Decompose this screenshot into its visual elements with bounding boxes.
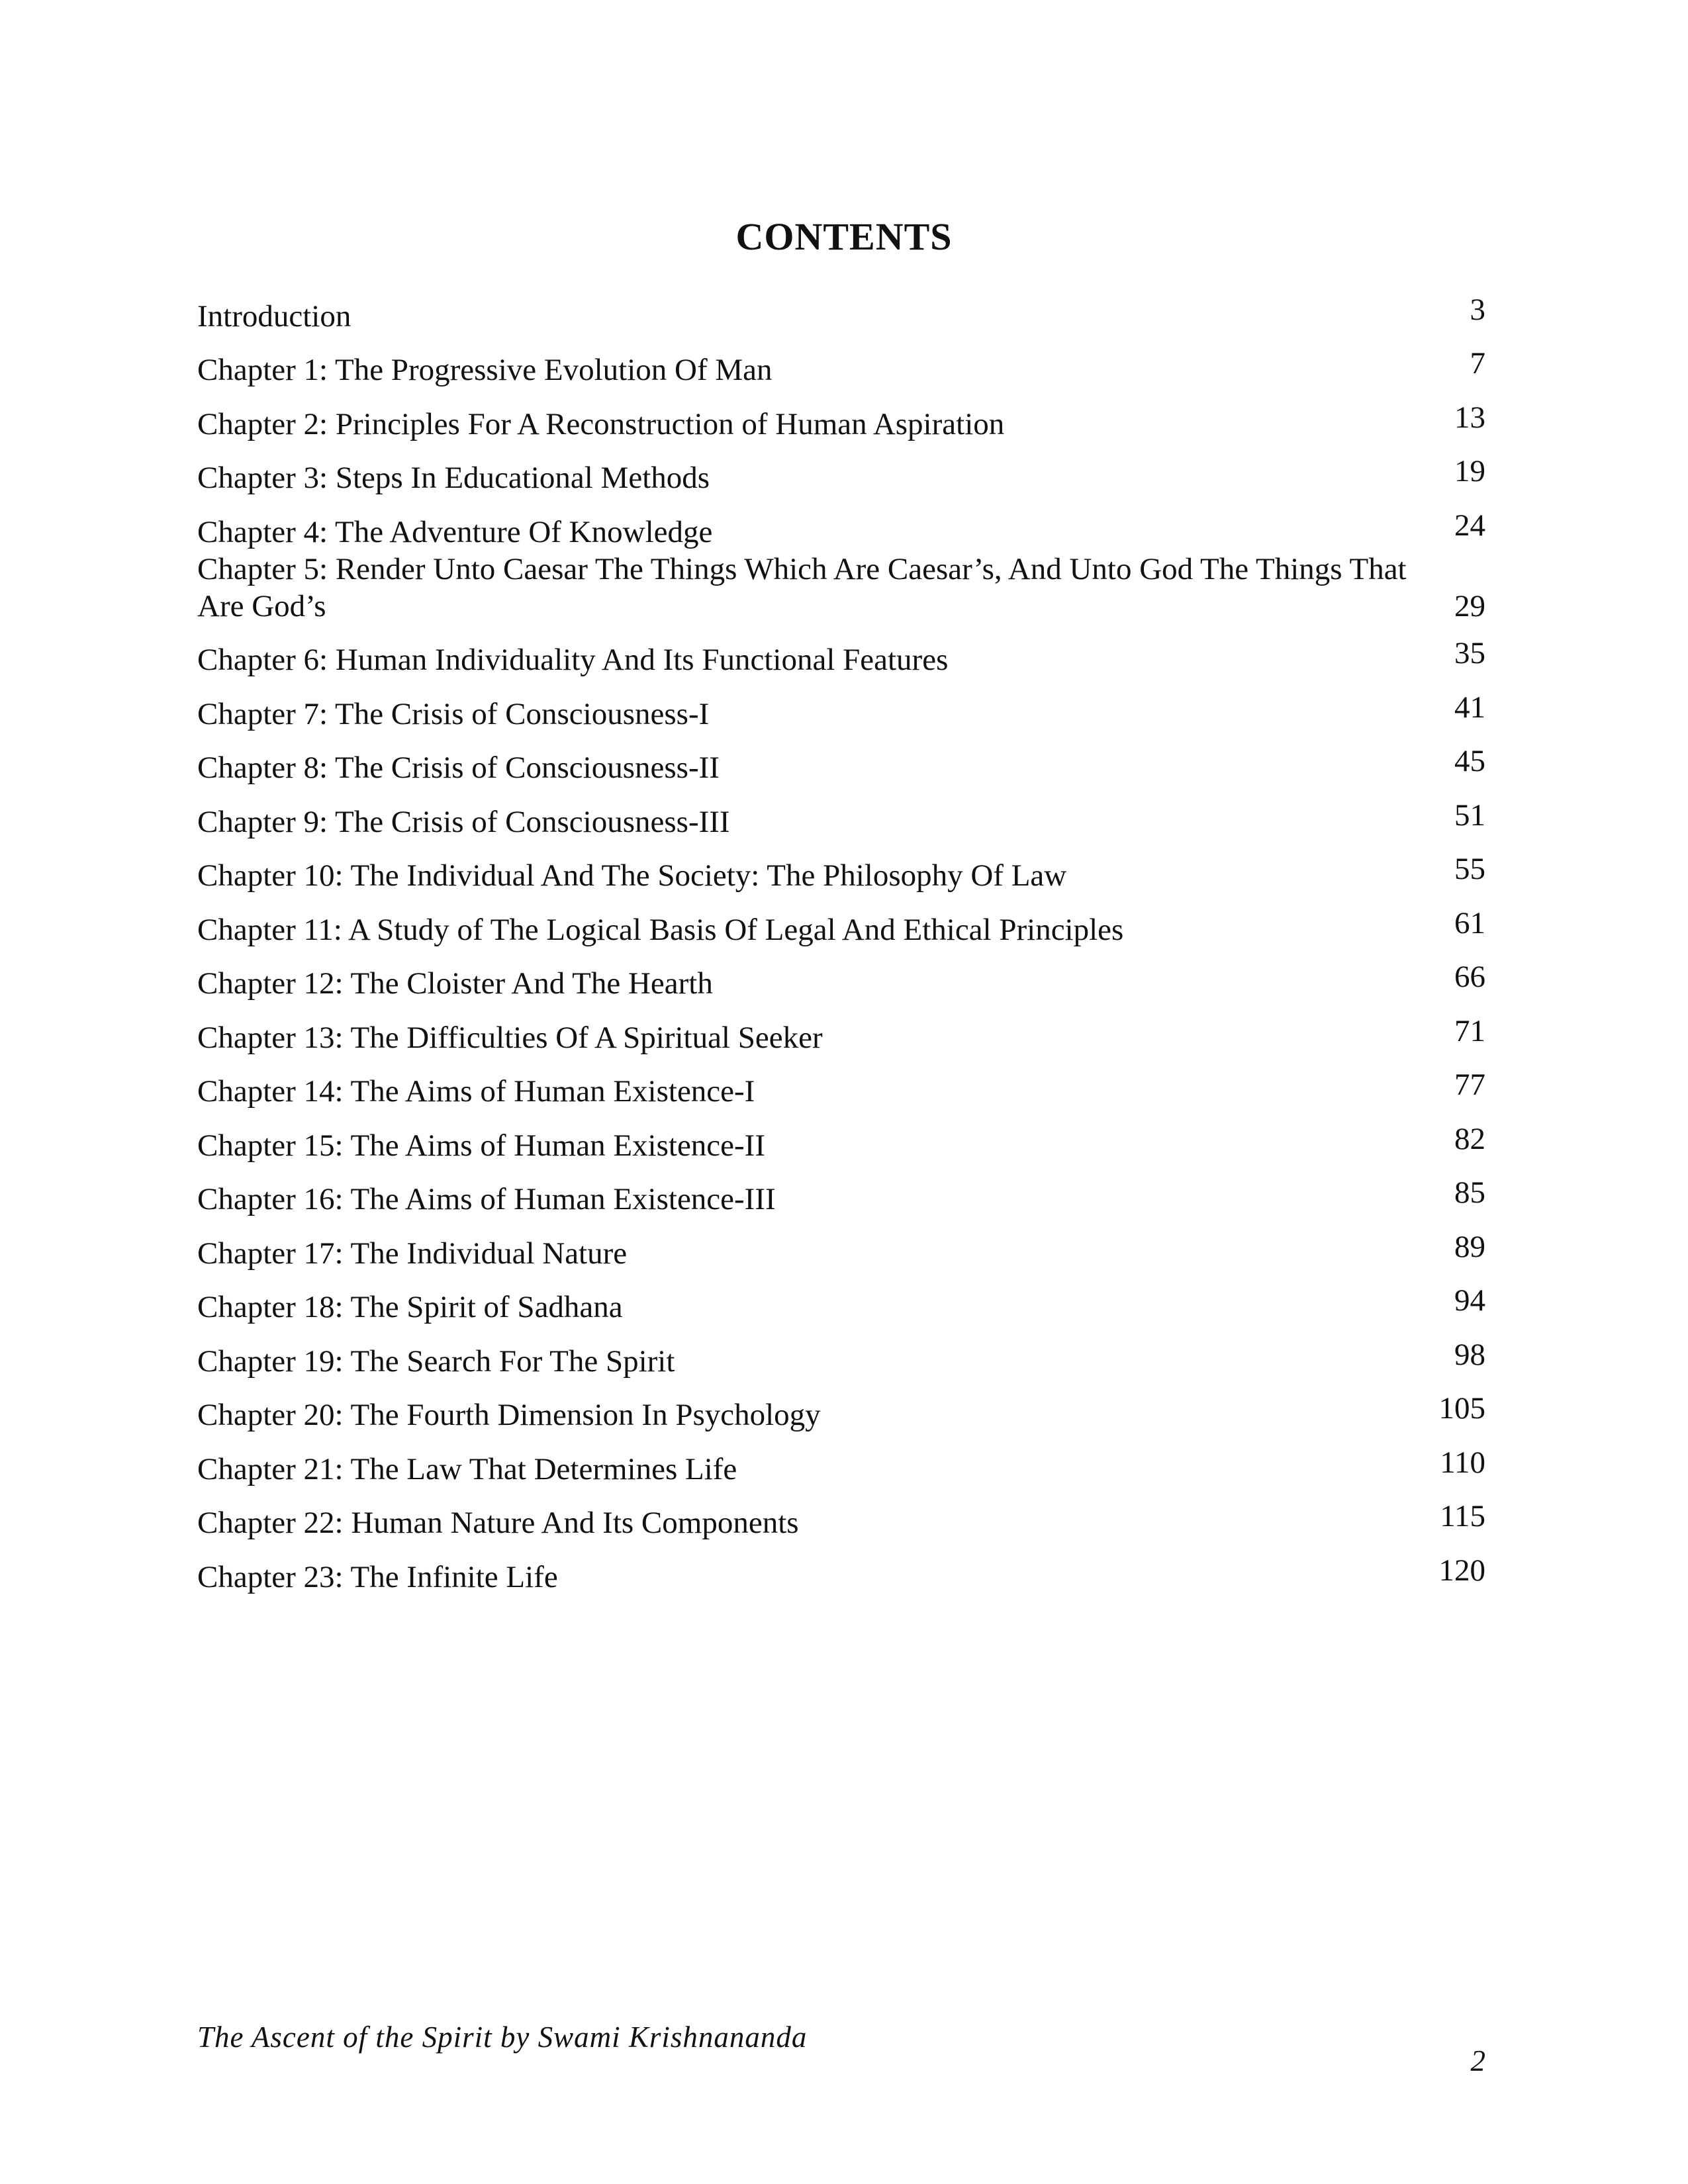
toc-entry-page: 77 [1454, 1068, 1485, 1102]
toc-entry-chapter-6[interactable] [197, 625, 1485, 679]
toc-entry-page: 94 [1454, 1283, 1485, 1318]
toc-entry-title: Chapter 10: The Individual And The Society: The Philosophy Of Law [197, 858, 1067, 893]
toc-entry-chapter-21[interactable] [197, 1433, 1485, 1488]
toc-entry-chapter-16[interactable] [197, 1164, 1485, 1218]
toc-entry-chapter-12[interactable] [197, 948, 1485, 1003]
toc-entry-chapter-10[interactable] [197, 841, 1485, 895]
toc-entry-page: 85 [1454, 1175, 1485, 1210]
footer-book-title: The Ascent of the Spirit by Swami Krishnananda [197, 2021, 808, 2054]
contents-heading: CONTENTS [735, 215, 953, 258]
toc-entry-title: Chapter 2: Principles For A Reconstruction of Human Aspiration [197, 406, 1005, 441]
toc-entry-title: Chapter 20: The Fourth Dimension In Psychology [197, 1398, 821, 1432]
toc-entry-chapter-22[interactable] [197, 1488, 1485, 1542]
toc-entry-page: 13 [1454, 400, 1485, 435]
toc-entry-chapter-13[interactable] [197, 1002, 1485, 1056]
toc-entry-page: 61 [1454, 905, 1485, 940]
toc-entry-page: 110 [1440, 1445, 1485, 1480]
toc-entry-introduction[interactable] [197, 281, 1485, 335]
toc-entry-chapter-9[interactable] [197, 786, 1485, 841]
toc-entry-title: Chapter 6: Human Individuality And Its Functional Features [197, 643, 949, 677]
toc-entry-chapter-17[interactable] [197, 1218, 1485, 1272]
toc-entry-title: Chapter 9: The Crisis of Consciousness-III [197, 804, 730, 839]
table-of-contents [197, 281, 1485, 1596]
toc-entry-chapter-4[interactable] [197, 496, 1485, 551]
toc-entry-chapter-5[interactable] [197, 551, 1485, 625]
toc-entry-title: Chapter 19: The Search For The Spirit [197, 1343, 675, 1379]
toc-entry-chapter-14[interactable] [197, 1056, 1485, 1111]
toc-entry-chapter-2[interactable] [197, 388, 1485, 443]
toc-entry-page: 41 [1454, 690, 1485, 725]
toc-entry-title: Chapter 7: The Crisis of Consciousness-I [197, 696, 710, 731]
toc-entry-page: 24 [1454, 508, 1485, 543]
toc-entry-title: Chapter 8: The Crisis of Consciousness-II [197, 751, 720, 785]
toc-entry-chapter-19[interactable] [197, 1326, 1485, 1380]
toc-entry-chapter-23[interactable] [197, 1541, 1485, 1596]
toc-entry-title: Chapter 16: The Aims of Human Existence-III [197, 1182, 776, 1216]
toc-entry-title: Chapter 17: The Individual Nature [197, 1236, 628, 1271]
toc-entry-page: 120 [1438, 1553, 1485, 1588]
page-footer [197, 2020, 1485, 2079]
toc-entry-page: 55 [1454, 852, 1485, 886]
toc-entry-page: 3 [1470, 292, 1485, 327]
toc-entry-title: Chapter 14: The Aims of Human Existence-I [197, 1074, 755, 1109]
toc-entry-page: 71 [1454, 1013, 1485, 1048]
toc-entry-chapter-1[interactable] [197, 335, 1485, 389]
toc-entry-title: Chapter 21: The Law That Determines Life [197, 1451, 737, 1486]
toc-entry-page: 35 [1454, 636, 1485, 670]
toc-entry-chapter-11[interactable] [197, 894, 1485, 948]
toc-entry-title: Chapter 1: The Progressive Evolution Of Man [197, 353, 773, 387]
toc-entry-page: 82 [1454, 1121, 1485, 1156]
toc-entry-title: Chapter 15: The Aims of Human Existence-II [197, 1128, 765, 1163]
toc-entry-page: 51 [1454, 797, 1485, 833]
toc-entry-title: Chapter 5: Render Unto Caesar The Things Which Are Caesar’s, And Unto God The Things That Are God’s [197, 551, 1407, 623]
toc-entry-title: Chapter 18: The Spirit of Sadhana [197, 1290, 623, 1324]
toc-entry-page: 7 [1470, 346, 1485, 381]
toc-entry-chapter-18[interactable] [197, 1272, 1485, 1326]
toc-entry-title: Chapter 22: Human Nature And Its Components [197, 1506, 799, 1540]
toc-entry-page: 19 [1454, 454, 1485, 488]
toc-entry-chapter-3[interactable] [197, 443, 1485, 497]
toc-entry-title: Chapter 11: A Study of The Logical Basis Of Legal And Ethical Principles [197, 912, 1124, 947]
toc-entry-page: 98 [1454, 1337, 1485, 1372]
toc-entry-chapter-7[interactable] [197, 678, 1485, 733]
footer-page-number: 2 [1470, 2044, 1485, 2077]
toc-entry-title: Chapter 23: The Infinite Life [197, 1559, 558, 1594]
toc-entry-page: 89 [1454, 1229, 1485, 1264]
toc-entry-chapter-8[interactable] [197, 733, 1485, 787]
toc-entry-page: 29 [1454, 588, 1485, 623]
toc-entry-page: 66 [1454, 960, 1485, 994]
toc-entry-title: Chapter 4: The Adventure Of Knowledge [197, 514, 713, 549]
toc-entry-title: Chapter 12: The Cloister And The Hearth [197, 966, 713, 1001]
toc-entry-title: Introduction [197, 298, 352, 334]
toc-entry-page: 45 [1454, 744, 1485, 778]
toc-entry-title: Chapter 3: Steps In Educational Methods [197, 461, 710, 495]
toc-entry-page: 115 [1440, 1499, 1485, 1533]
toc-entry-page: 105 [1438, 1391, 1485, 1426]
toc-entry-chapter-15[interactable] [197, 1110, 1485, 1164]
toc-entry-chapter-20[interactable] [197, 1380, 1485, 1434]
toc-entry-title: Chapter 13: The Difficulties Of A Spiritual Seeker [197, 1020, 823, 1055]
